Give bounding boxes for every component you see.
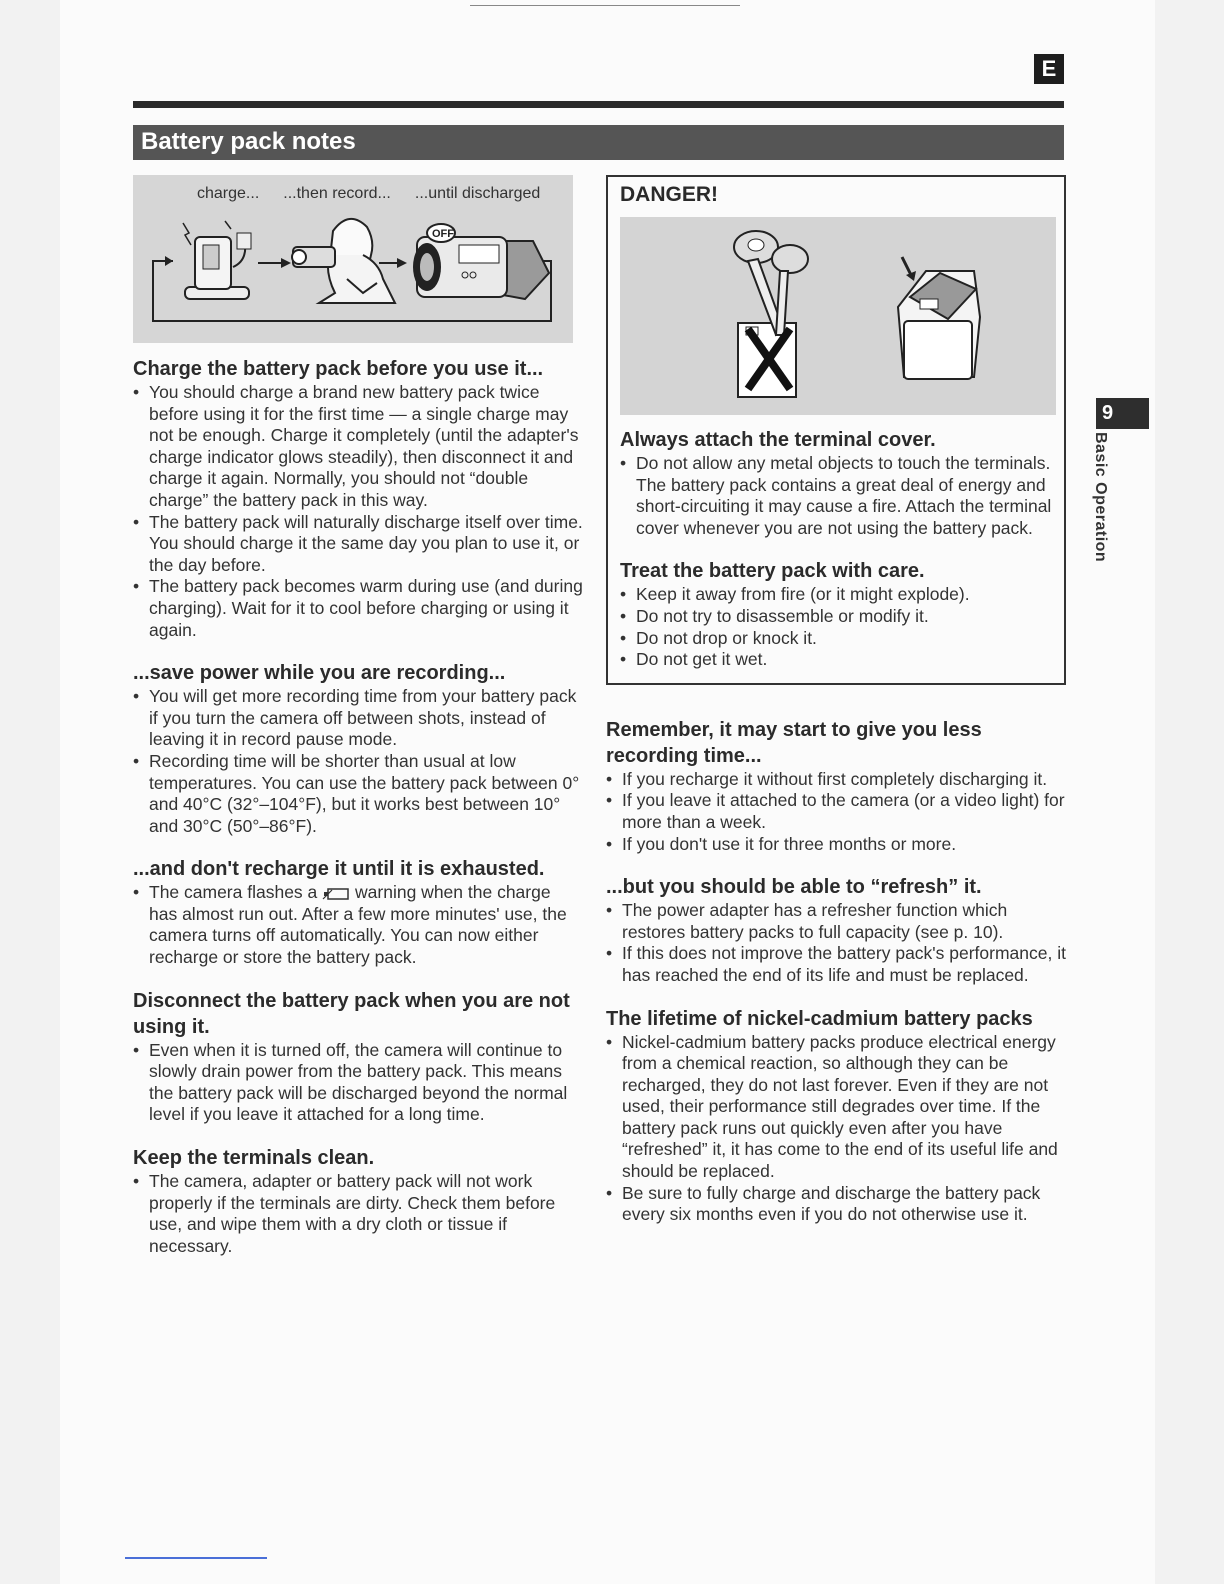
danger-box [606,175,1066,685]
list-item: • Even when it is turned off, the camera will continue to slowly drain power from the battery pack. This means the battery pack will be discharged beyond the normal level if you leave it attached for a long time. [133,1040,583,1126]
person-recording-icon [292,219,395,303]
list-item: • The camera, adapter or battery pack will not work properly if the terminals are dirty. Check them before use, and wipe them with a dry cloth or tissue if necessary. [133,1171,583,1257]
list-item: • If you recharge it without first completely discharging it. [606,769,1066,791]
section-heading: Keep the terminals clean. [133,1147,375,1170]
lifetime-section [606,1006,1066,1226]
list-item: • Nickel-cadmium battery packs produce electrical energy from a chemical reaction, so although they can be recharged, they do not last forever. Even if they are not used, their performance still degrades over time. If the battery pack runs out quickly even after you have “refreshed” it, it has come to the end of its useful life and should be replaced. [606,1032,1066,1183]
section-heading: Charge the battery pack before you use it... [133,358,544,380]
refresh-section [606,874,1066,986]
list-item: • Be sure to fully charge and discharge the battery pack every six months even if you do not otherwise use it. [606,1183,1066,1226]
keys-and-battery-drawing [620,217,1056,415]
caption-record: ...then record... [283,185,391,202]
section-heading: Disconnect the battery pack when you are not using it. [133,989,570,1038]
list-item: • Do not drop or knock it. [620,628,1052,650]
chapter-label [1091,432,1111,572]
section-heading: Treat the battery pack with care. [620,560,925,583]
keys-icon [734,231,808,397]
header-rule [133,101,1064,108]
section-title-bar: Battery pack notes [133,125,1064,160]
treat-with-care-section [620,558,1052,670]
terminal-cover-section [620,427,1052,539]
list-item: • The battery pack will naturally discharge itself over time. You should charge it the same day you plan to use it, or the day before. [133,512,583,577]
list-item: • If you don't use it for three months or more. [606,834,1066,856]
charge-before-use-section [133,356,583,641]
save-power-section [133,660,583,837]
list-item: • You will get more recording time from your battery pack if you turn the camera off between shots, instead of leaving it in record pause mode. [133,686,583,751]
list-item: • Recording time will be shorter than usual at low temperatures. You can use the battery pack between 0° and 40°C (32°–104°F), but it works best between 10° and 30°C (50°–86°F). [133,751,583,837]
chapter-label-text: Basic Operation [1092,432,1109,563]
caption-charge: charge... [197,185,260,202]
warning-text-before: The camera flashes a [149,882,318,903]
camcorder-icon [413,224,549,299]
charger-icon [183,221,251,299]
terminal-danger-illustration [620,217,1056,415]
section-heading: The lifetime of nickel-cadmium battery packs [606,1007,1033,1030]
danger-title: DANGER! [620,183,718,206]
section-heading: Remember, it may start to give you less recording time... [606,718,982,767]
left-column [133,175,583,1276]
charge-cycle-drawing [133,175,573,343]
list-item [133,882,583,968]
list-item: • You should charge a brand new battery pack twice before using it for the first time — a single charge may not be enough. Charge it completely (until the adapter's charge indicator glows steadily), then disconnect it and charge it again. Normally, you should not “double charge” the battery pack in this way. [133,382,583,512]
chapter-tab: 9 [1096,398,1149,429]
top-scan-rule [470,5,740,6]
disconnect-section [133,988,583,1126]
warning-text-after: warning when the charge has almost run out. After a few more minutes' use, the camera turns off automatically. You can now either recharge or store the battery pack. [149,882,567,968]
section-heading: ...but you should be able to “refresh” it. [606,876,982,899]
section-heading: ...save power while you are recording... [133,662,506,685]
list-item: • Keep it away from fire (or it might explode). [620,584,1052,606]
list-item: • Do not try to disassemble or modify it. [620,606,1052,628]
list-item: • The battery pack becomes warm during use (and during charging). Wait for it to cool before charging or using it again. [133,576,583,641]
keep-terminals-clean-section [133,1145,583,1257]
off-label: OFF [432,228,454,240]
section-heading: ...and don't recharge it until it is exhausted. [133,858,545,881]
battery-with-cover-icon [898,257,980,379]
list-item: • If this does not improve the battery pack's performance, it has reached the end of its life and must be replaced. [606,943,1066,986]
language-badge: E [1034,54,1064,84]
right-column [606,175,1066,1245]
list-item: • Do not get it wet. [620,649,1052,671]
caption-discharged: ...until discharged [414,185,541,202]
battery-warning-icon [322,888,350,900]
less-recording-time-section [606,717,1066,855]
section-heading: Always attach the terminal cover. [620,429,936,451]
footer-rule [125,1557,267,1559]
dont-recharge-section [133,856,583,968]
list-item: • Do not allow any metal objects to touch the terminals. The battery pack contains a great deal of energy and short-circuiting it may cause a fire. Attach the terminal cover whenever you are not using the battery pack. [620,453,1052,539]
list-item: • The power adapter has a refresher function which restores battery packs to full capacity (see p. 10). [606,900,1066,943]
charge-record-illustration [133,175,573,343]
list-item: • If you leave it attached to the camera (or a video light) for more than a week. [606,790,1066,833]
